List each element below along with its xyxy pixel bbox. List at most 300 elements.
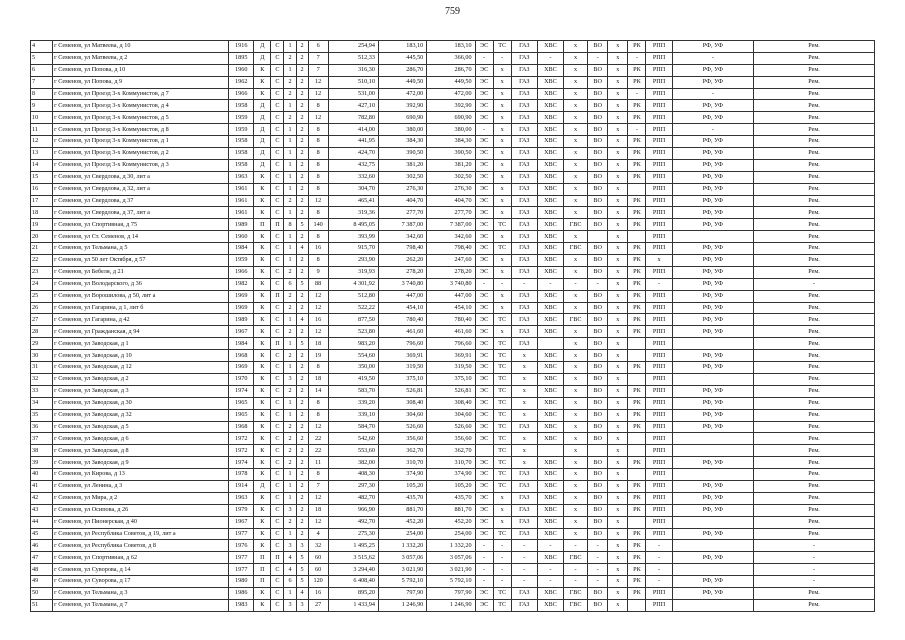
table-cell: ТС <box>493 445 511 457</box>
table-cell: ЭС <box>475 195 493 207</box>
table-cell: К <box>254 207 271 219</box>
table-cell: С <box>271 457 284 469</box>
table-cell: ВО <box>588 457 608 469</box>
table-cell: 1965 <box>229 397 254 409</box>
table-body <box>31 41 875 612</box>
table-cell: К <box>254 516 271 528</box>
table-cell: К <box>254 183 271 195</box>
table-cell: РК <box>628 457 646 469</box>
table-cell: К <box>254 88 271 100</box>
table-cell: х <box>608 540 628 552</box>
table-cell: ЭС <box>475 433 493 445</box>
table-cell: 1972 <box>229 445 254 457</box>
table-cell: ХВС <box>537 587 563 599</box>
table-cell: 36 <box>31 421 53 433</box>
table-cell: ТС <box>493 350 511 362</box>
table-cell: С <box>271 587 284 599</box>
table-cell: РФ, УФ <box>672 385 753 397</box>
table-cell: С <box>271 124 284 136</box>
table-cell: 3 <box>284 504 296 516</box>
table-cell: 12 <box>308 290 328 302</box>
table-cell: ЭС <box>475 266 493 278</box>
table-cell: 2 <box>284 112 296 124</box>
table-row <box>31 576 875 588</box>
table-cell: К <box>254 587 271 599</box>
table-cell: 404,70 <box>378 195 426 207</box>
table-cell: ТС <box>493 469 511 481</box>
table-cell: РК <box>628 552 646 564</box>
table-cell: ХВС <box>537 41 563 53</box>
table-cell: РФ, УФ <box>672 362 753 374</box>
table-cell: 254,00 <box>427 528 475 540</box>
table-cell: х <box>608 492 628 504</box>
table-cell: 2 <box>296 148 308 160</box>
table-cell: РК <box>628 385 646 397</box>
table-cell: Рем. <box>754 385 875 397</box>
table-cell: ВО <box>588 207 608 219</box>
table-cell: ТС <box>493 243 511 255</box>
table-cell: ГАЗ <box>511 516 537 528</box>
table-cell: г Семенов, ул Спортивная, д 62 <box>53 552 229 564</box>
table-cell: 553,60 <box>328 445 378 457</box>
table-row <box>31 469 875 481</box>
table-cell: 7 <box>308 52 328 64</box>
table-cell: - <box>588 564 608 576</box>
table-cell: 362,70 <box>427 445 475 457</box>
table-cell: РК <box>628 266 646 278</box>
table-cell: РК <box>628 76 646 88</box>
table-cell: 2 <box>284 433 296 445</box>
table-cell: - <box>537 278 563 290</box>
table-cell <box>672 540 753 552</box>
table-cell: - <box>493 540 511 552</box>
table-cell: 3 740,80 <box>427 278 475 290</box>
table-cell: К <box>254 243 271 255</box>
table-cell: РПП <box>646 492 672 504</box>
table-cell: 302,50 <box>427 171 475 183</box>
table-cell: К <box>254 255 271 267</box>
table-cell: 2 <box>296 362 308 374</box>
table-cell: 382,00 <box>328 457 378 469</box>
table-cell: х <box>608 243 628 255</box>
table-cell: Рем. <box>754 433 875 445</box>
table-cell: х <box>564 480 588 492</box>
table-cell: х <box>608 457 628 469</box>
table-cell: 1 433,94 <box>328 599 378 611</box>
table-cell: 2 <box>296 457 308 469</box>
table-cell: ВО <box>588 112 608 124</box>
table-cell: 183,10 <box>427 41 475 53</box>
table-row <box>31 171 875 183</box>
table-cell: Д <box>254 159 271 171</box>
table-cell: х <box>608 433 628 445</box>
table-cell: ВО <box>588 409 608 421</box>
table-cell: РФ, УФ <box>672 219 753 231</box>
table-cell: РФ, УФ <box>672 278 753 290</box>
table-cell: РПП <box>646 52 672 64</box>
table-cell: 3 057,06 <box>378 552 426 564</box>
table-cell: 1914 <box>229 480 254 492</box>
table-cell: х <box>493 64 511 76</box>
table-cell: х <box>493 148 511 160</box>
table-cell: 554,60 <box>328 350 378 362</box>
table-cell: х <box>564 195 588 207</box>
table-cell: 2 <box>296 326 308 338</box>
table-cell: 2 <box>296 266 308 278</box>
table-cell: х <box>608 136 628 148</box>
table-cell: 877,50 <box>328 314 378 326</box>
table-cell: Рем. <box>754 112 875 124</box>
table-cell: х <box>511 433 537 445</box>
table-cell: г Семенов, ул Свердлова, д 37 <box>53 195 229 207</box>
table-cell: С <box>271 528 284 540</box>
table-cell: С <box>271 266 284 278</box>
table-cell: П <box>271 290 284 302</box>
table-cell: Рем. <box>754 373 875 385</box>
table-cell: г Семенов, ул Заводская, д 8 <box>53 445 229 457</box>
table-cell: 2 <box>284 76 296 88</box>
table-cell: х <box>564 207 588 219</box>
table-cell: РК <box>628 41 646 53</box>
table-cell: 5 <box>296 219 308 231</box>
table-cell: х <box>493 124 511 136</box>
table-cell: 8 <box>284 219 296 231</box>
table-cell: 380,00 <box>378 124 426 136</box>
table-cell: ВО <box>588 362 608 374</box>
table-cell: РК <box>628 492 646 504</box>
table-cell: Рем. <box>754 195 875 207</box>
table-cell: 12 <box>308 88 328 100</box>
table-cell: х <box>564 469 588 481</box>
table-cell: РФ, УФ <box>672 528 753 540</box>
table-row <box>31 243 875 255</box>
table-cell: 2 <box>296 124 308 136</box>
table-cell: 523,80 <box>328 326 378 338</box>
table-cell: - <box>511 278 537 290</box>
table-cell: 797,90 <box>378 587 426 599</box>
table-cell: х <box>608 76 628 88</box>
table-cell: 12 <box>308 492 328 504</box>
table-cell: ХВС <box>537 112 563 124</box>
table-cell: Д <box>254 124 271 136</box>
table-cell: 12 <box>308 302 328 314</box>
table-cell: 5 <box>296 278 308 290</box>
table-cell: ЭС <box>475 587 493 599</box>
table-cell: ЭС <box>475 397 493 409</box>
table-cell: С <box>271 243 284 255</box>
table-cell: ГВС <box>564 219 588 231</box>
table-cell: ХВС <box>537 243 563 255</box>
table-cell <box>537 338 563 350</box>
table-cell: х <box>493 516 511 528</box>
table-cell: ВО <box>588 195 608 207</box>
table-cell: ЭС <box>475 302 493 314</box>
table-cell: 48 <box>31 564 53 576</box>
table-cell: РПП <box>646 243 672 255</box>
table-cell: 8 <box>308 397 328 409</box>
table-cell: 2 <box>296 480 308 492</box>
table-cell: х <box>493 195 511 207</box>
table-cell: С <box>271 231 284 243</box>
table-cell: ТС <box>493 587 511 599</box>
table-cell: 1 <box>284 41 296 53</box>
table-cell: 1966 <box>229 88 254 100</box>
table-cell: х <box>564 373 588 385</box>
table-cell: г Семенов, ул Гагарина, д 1, лит б <box>53 302 229 314</box>
table-cell: ТС <box>493 421 511 433</box>
table-cell: 43 <box>31 504 53 516</box>
table-cell: С <box>271 314 284 326</box>
table-cell: ТС <box>493 528 511 540</box>
table-cell: - <box>672 88 753 100</box>
table-cell: ГАЗ <box>511 314 537 326</box>
table-cell: РК <box>628 243 646 255</box>
table-cell: К <box>254 266 271 278</box>
table-row <box>31 338 875 350</box>
table-cell: 14 <box>31 159 53 171</box>
table-cell: 1895 <box>229 52 254 64</box>
table-cell: 60 <box>308 552 328 564</box>
table-cell: х <box>564 421 588 433</box>
table-cell: 1958 <box>229 136 254 148</box>
table-cell: 4 <box>31 41 53 53</box>
table-row <box>31 409 875 421</box>
table-cell: - <box>475 540 493 552</box>
table-cell: 895,20 <box>328 587 378 599</box>
table-cell: Рем. <box>754 480 875 492</box>
table-cell: ЭС <box>475 457 493 469</box>
table-cell: 254,94 <box>328 41 378 53</box>
table-cell: 1 <box>284 587 296 599</box>
table-cell: РФ, УФ <box>672 148 753 160</box>
table-cell: 12 <box>308 76 328 88</box>
table-cell: РПП <box>646 385 672 397</box>
table-cell: х <box>608 183 628 195</box>
table-cell: 27 <box>308 599 328 611</box>
table-cell: Рем. <box>754 255 875 267</box>
table-cell: 2 <box>296 445 308 457</box>
table-cell: 1 <box>284 64 296 76</box>
table-cell: С <box>271 540 284 552</box>
table-cell: ВО <box>588 159 608 171</box>
table-cell: 16 <box>308 314 328 326</box>
table-cell: х <box>493 183 511 195</box>
table-cell: ЭС <box>475 362 493 374</box>
table-cell <box>588 231 608 243</box>
table-cell: 2 <box>296 171 308 183</box>
table-cell: 13 <box>31 148 53 160</box>
table-cell: К <box>254 326 271 338</box>
table-cell: - <box>628 124 646 136</box>
table-cell: 1 <box>284 243 296 255</box>
table-cell: ГАЗ <box>511 243 537 255</box>
table-cell: ВО <box>588 599 608 611</box>
table-cell: ВО <box>588 136 608 148</box>
table-cell: х <box>564 504 588 516</box>
table-cell: С <box>271 52 284 64</box>
table-cell: 2 <box>296 195 308 207</box>
table-cell: г Семенов, ул Проезд 3-х Коммунистов, д 1 <box>53 136 229 148</box>
table-cell: ГАЗ <box>511 207 537 219</box>
table-cell: Рем. <box>754 397 875 409</box>
table-cell: К <box>254 350 271 362</box>
table-cell: 18 <box>308 504 328 516</box>
table-cell: 32 <box>31 373 53 385</box>
table-cell: г Семенов, ул Проезд 3-х Коммунистов, д 2 <box>53 148 229 160</box>
table-cell: 2 <box>296 290 308 302</box>
table-cell: ЭС <box>475 373 493 385</box>
table-cell: 531,00 <box>328 88 378 100</box>
table-cell: ЭС <box>475 243 493 255</box>
table-cell: 690,90 <box>378 112 426 124</box>
table-cell: ХВС <box>537 266 563 278</box>
table-cell: 447,00 <box>427 290 475 302</box>
table-cell: г Семенов, ул Гражданская, д 94 <box>53 326 229 338</box>
table-cell: 32 <box>308 540 328 552</box>
table-cell: 390,50 <box>378 148 426 160</box>
table-cell: - <box>588 540 608 552</box>
table-cell: 375,10 <box>427 373 475 385</box>
table-cell: 2 <box>296 373 308 385</box>
table-cell: ХВС <box>537 64 563 76</box>
table-cell: Рем. <box>754 350 875 362</box>
table-cell: РК <box>628 540 646 552</box>
table-cell: РК <box>628 219 646 231</box>
table-cell: С <box>271 421 284 433</box>
table-cell: ХВС <box>537 255 563 267</box>
table-cell: С <box>271 171 284 183</box>
table-cell: 17 <box>31 195 53 207</box>
page-number: 759 <box>445 6 460 17</box>
table-cell: ЭС <box>475 290 493 302</box>
table-cell: 34 <box>31 397 53 409</box>
table-cell: г Семенов, ул Свердлова, д 30, лит а <box>53 171 229 183</box>
table-cell: К <box>254 362 271 374</box>
table-cell: 1986 <box>229 587 254 599</box>
table-cell: 375,10 <box>378 373 426 385</box>
table-cell: 3 <box>296 540 308 552</box>
table-cell: РФ, УФ <box>672 409 753 421</box>
table-cell: 18 <box>308 373 328 385</box>
table-cell: 1961 <box>229 195 254 207</box>
table-cell: 10 <box>31 112 53 124</box>
table-cell: П <box>254 576 271 588</box>
table-cell: х <box>511 362 537 374</box>
table-cell: Рем. <box>754 457 875 469</box>
table-cell: 1 <box>284 207 296 219</box>
table-cell: 404,70 <box>427 195 475 207</box>
table-row <box>31 445 875 457</box>
table-cell: Рем. <box>754 124 875 136</box>
table-cell: 40 <box>31 469 53 481</box>
table-cell: РПП <box>646 302 672 314</box>
table-cell: 4 <box>284 552 296 564</box>
table-cell: 1965 <box>229 409 254 421</box>
table-cell: 1 <box>284 528 296 540</box>
table-cell: 2 <box>284 516 296 528</box>
table-cell: 2 <box>296 255 308 267</box>
table-cell: х <box>608 385 628 397</box>
table-cell: 20 <box>31 231 53 243</box>
table-cell: РК <box>628 112 646 124</box>
table-cell: г Семенов, ул Суворова, д 14 <box>53 564 229 576</box>
table-cell: х <box>511 457 537 469</box>
table-cell <box>672 599 753 611</box>
table-cell: 1966 <box>229 266 254 278</box>
table-cell: 419,50 <box>328 373 378 385</box>
table-cell: ЭС <box>475 100 493 112</box>
table-cell: 1961 <box>229 183 254 195</box>
table-cell: РФ, УФ <box>672 552 753 564</box>
table-cell: 782,80 <box>328 112 378 124</box>
table-cell: 1989 <box>229 314 254 326</box>
table-cell: х <box>564 528 588 540</box>
table-cell: 4 <box>308 528 328 540</box>
table-cell: К <box>254 76 271 88</box>
table-cell: 8 <box>308 255 328 267</box>
table-cell: х <box>608 255 628 267</box>
table-cell: 369,91 <box>378 350 426 362</box>
table-cell: РФ, УФ <box>672 504 753 516</box>
table-cell: РК <box>628 255 646 267</box>
table-cell: 276,30 <box>427 183 475 195</box>
table-cell: 1983 <box>229 599 254 611</box>
table-cell: х <box>564 290 588 302</box>
table-cell: 3 <box>284 599 296 611</box>
table-cell <box>537 445 563 457</box>
table-cell: - <box>511 564 537 576</box>
table-cell: ХВС <box>537 326 563 338</box>
table-cell: ТС <box>493 314 511 326</box>
table-cell: РФ, УФ <box>672 136 753 148</box>
table-cell: РФ, УФ <box>672 171 753 183</box>
table-cell: Рем. <box>754 314 875 326</box>
table-cell: 881,70 <box>427 504 475 516</box>
table-cell: РПП <box>646 587 672 599</box>
table-cell: 2 <box>296 516 308 528</box>
table-cell: - <box>537 52 563 64</box>
table-cell: ГАЗ <box>511 171 537 183</box>
table-cell: х <box>493 266 511 278</box>
table-cell: РК <box>628 207 646 219</box>
table-cell: ХВС <box>537 552 563 564</box>
table-cell: 2 <box>296 100 308 112</box>
table-cell: Рем. <box>754 528 875 540</box>
table-cell: 33 <box>31 385 53 397</box>
table-cell <box>628 599 646 611</box>
table-cell <box>672 445 753 457</box>
table-cell: х <box>564 112 588 124</box>
table-cell: х <box>608 587 628 599</box>
table-cell: х <box>608 362 628 374</box>
table-cell: 1978 <box>229 469 254 481</box>
table-cell: 339,10 <box>328 409 378 421</box>
table-cell: ХВС <box>537 409 563 421</box>
table-cell: х <box>608 148 628 160</box>
table-cell: РФ, УФ <box>672 255 753 267</box>
table-cell: 1980 <box>229 576 254 588</box>
table-cell: ВО <box>588 504 608 516</box>
table-cell: 16 <box>31 183 53 195</box>
table-cell: 16 <box>308 243 328 255</box>
table-cell: 8 <box>308 136 328 148</box>
table-cell: 2 <box>284 290 296 302</box>
table-cell: ВО <box>588 469 608 481</box>
table-cell: С <box>271 564 284 576</box>
table-cell: 798,40 <box>378 243 426 255</box>
table-cell: 384,30 <box>427 136 475 148</box>
table-cell: РПП <box>646 314 672 326</box>
